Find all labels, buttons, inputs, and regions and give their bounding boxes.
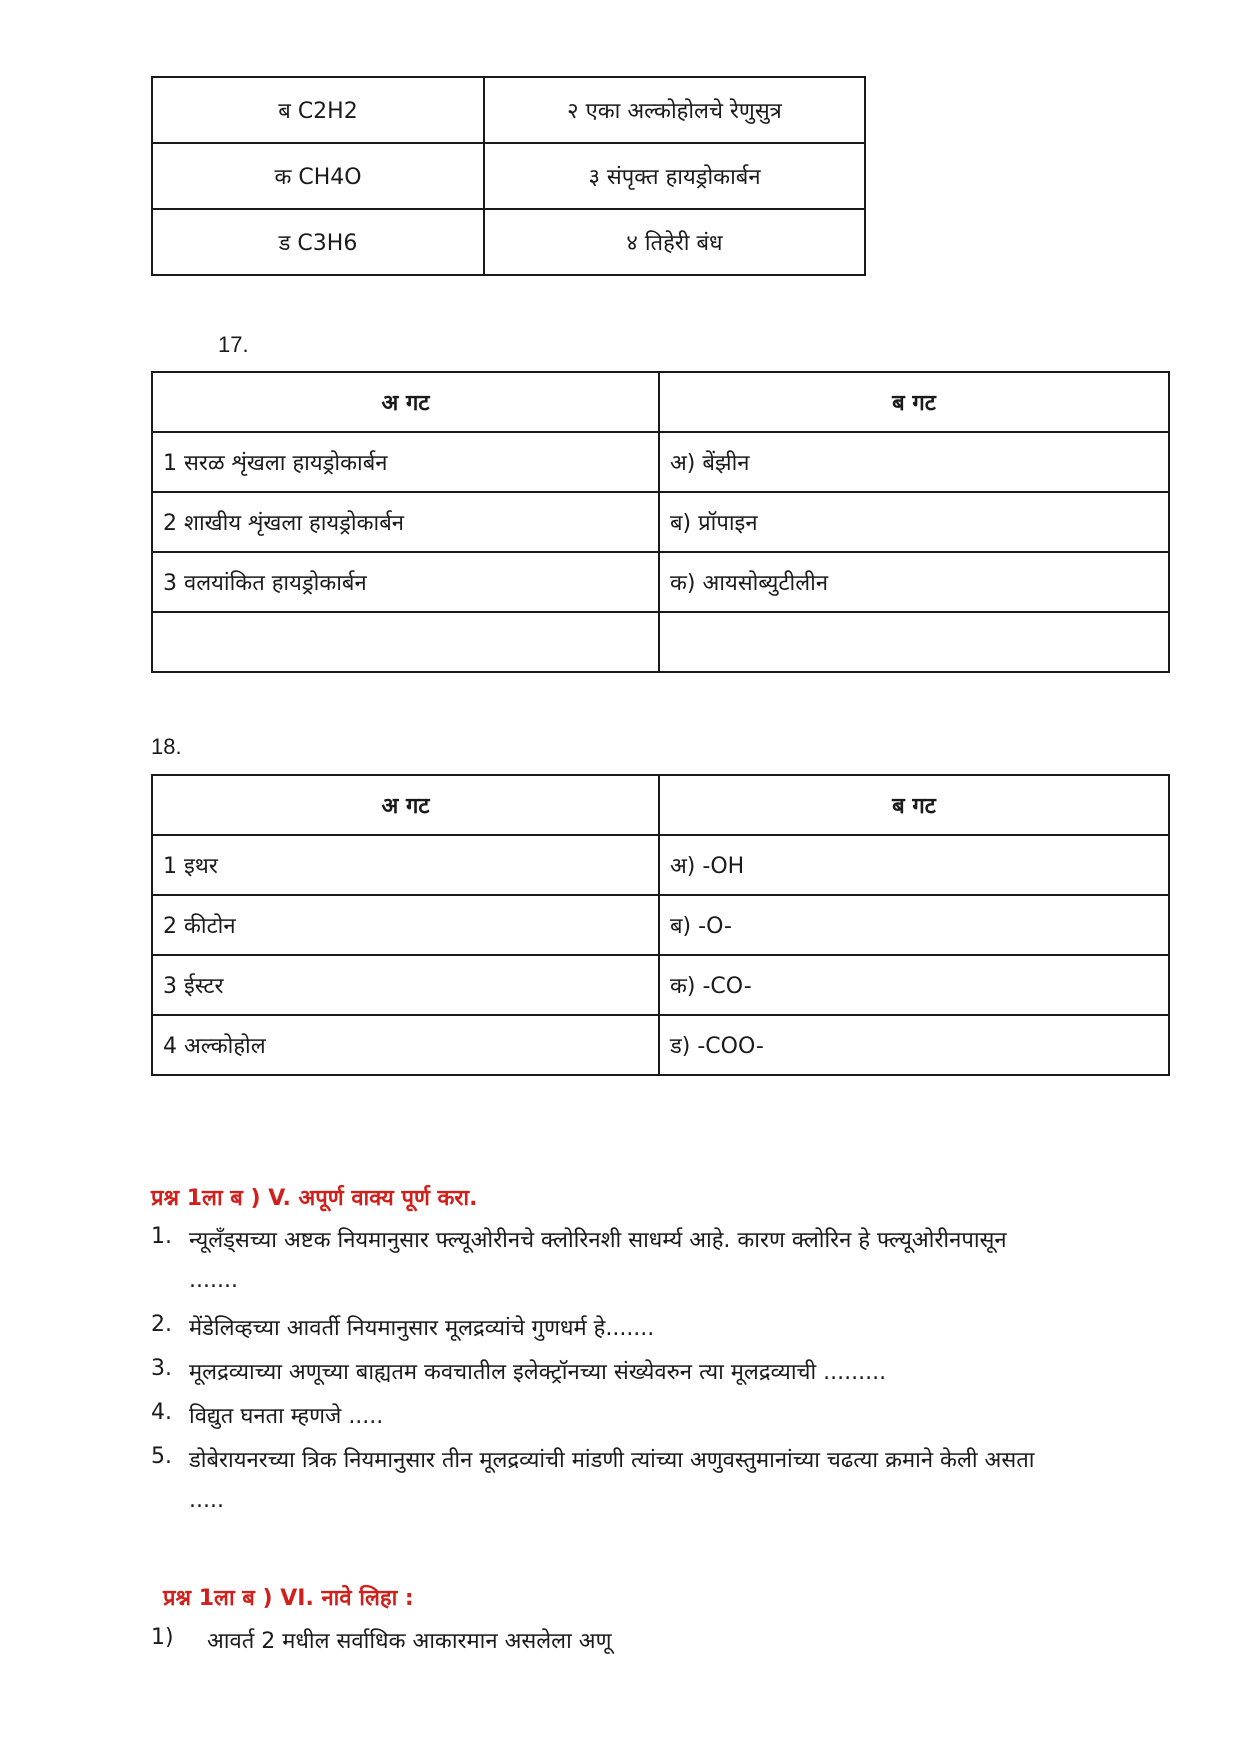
item-text: डोबेरायनरच्या त्रिक नियमानुसार तीन मूलद्रव्यांची मांडणी त्यांच्या अणुवस्तुमानांच्या चढत्या क्रमाने केली असता: [189, 1448, 1035, 1473]
item-text: मूलद्रव्याच्या अणूच्या बाह्यतम कवचातील इलेक्ट्रॉनच्या संख्येवरुन त्या मूलद्रव्याची .........: [189, 1360, 887, 1385]
question-number: 17.: [218, 332, 249, 357]
table-cell: 1 सरळ शृंखला हायड्रोकार्बन: [152, 432, 659, 492]
item-number: 1.: [151, 1224, 172, 1249]
table-cell: [659, 612, 1169, 672]
table-cell: 2 कीटोन: [152, 895, 659, 955]
table-cell: क CH4O: [152, 143, 484, 209]
item-text: विद्युत घनता म्हणजे .....: [189, 1404, 384, 1429]
table-cell: ब) प्रॉपाइन: [659, 492, 1169, 552]
table-row: [152, 895, 1169, 955]
item-number: 2.: [151, 1312, 172, 1337]
section-heading: प्रश्न 1ला ब ) V. अपूर्ण वाक्य पूर्ण करा.: [151, 1186, 478, 1211]
top-match-table: [151, 76, 866, 276]
table-row: [152, 492, 1169, 552]
table-cell: क) आयसोब्युटीलीन: [659, 552, 1169, 612]
table-row: [152, 1015, 1169, 1075]
table-cell: 3 ईस्टर: [152, 955, 659, 1015]
table-row: [152, 552, 1169, 612]
table-cell: २ एका अल्कोहोलचे रेणुसुत्र: [484, 77, 865, 143]
table-cell: ड) -COO-: [659, 1015, 1169, 1075]
table-cell: ४ तिहेरी बंध: [484, 209, 865, 275]
table-row: [152, 209, 865, 275]
item-number: 3.: [151, 1356, 172, 1381]
table-cell: 1 इथर: [152, 835, 659, 895]
table-cell: अ) -OH: [659, 835, 1169, 895]
table-row: [152, 835, 1169, 895]
column-header: अ गट: [152, 372, 659, 432]
item-continuation: .....: [189, 1488, 224, 1513]
table-row: [152, 143, 865, 209]
column-header: ब गट: [659, 372, 1169, 432]
table-header-row: [152, 775, 1169, 835]
item-text: न्यूलँड्सच्या अष्टक नियमानुसार फ्ल्यूओरीनचे क्लोरिनशी साधर्म्य आहे. कारण क्लोरिन हे फ्ल्यूओरीनपासून: [189, 1228, 1007, 1253]
table-row: [152, 77, 865, 143]
column-header: ब गट: [659, 775, 1169, 835]
table-cell: क) -CO-: [659, 955, 1169, 1015]
table-cell: ब C2H2: [152, 77, 484, 143]
table-cell: ब) -O-: [659, 895, 1169, 955]
table-cell: 2 शाखीय शृंखला हायड्रोकार्बन: [152, 492, 659, 552]
table-cell: ड C3H6: [152, 209, 484, 275]
item-text: मेंडेलिव्हच्या आवर्ती नियमानुसार मूलद्रव्यांचे गुणधर्म हे.......: [189, 1316, 655, 1341]
table-cell: अ) बेंझीन: [659, 432, 1169, 492]
match-table-18: [151, 774, 1170, 1076]
item-number: 1): [151, 1625, 174, 1650]
table-cell: 3 वलयांकित हायड्रोकार्बन: [152, 552, 659, 612]
section-heading: प्रश्न 1ला ब ) VI. नावे लिहा :: [163, 1586, 414, 1611]
table-row: [152, 955, 1169, 1015]
match-table-17: [151, 371, 1170, 673]
item-number: 4.: [151, 1400, 172, 1425]
item-text: आवर्त 2 मधील सर्वाधिक आकारमान असलेला अणू: [207, 1629, 612, 1654]
column-header: अ गट: [152, 775, 659, 835]
table-row: [152, 612, 1169, 672]
table-cell: ३ संपृक्त हायड्रोकार्बन: [484, 143, 865, 209]
table-row: [152, 432, 1169, 492]
table-cell: [152, 612, 659, 672]
item-continuation: .......: [189, 1268, 238, 1293]
question-number: 18.: [151, 734, 182, 759]
table-header-row: [152, 372, 1169, 432]
item-number: 5.: [151, 1444, 172, 1469]
table-cell: 4 अल्कोहोल: [152, 1015, 659, 1075]
